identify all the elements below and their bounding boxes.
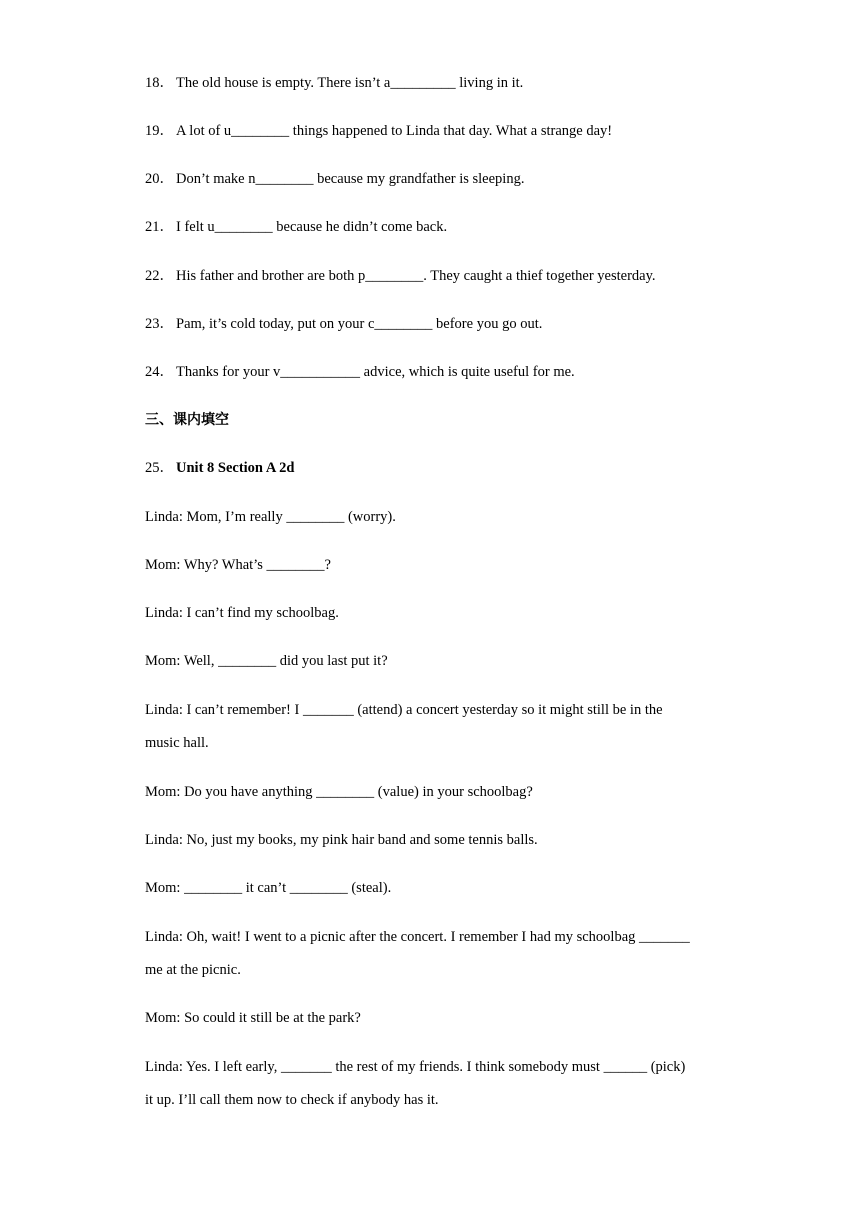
question-number: 23． (145, 316, 174, 332)
dialogue-line: Mom: Why? What’s ________? (145, 557, 331, 573)
dialogue-line: Mom: Well, ________ did you last put it? (145, 653, 388, 669)
question-20 (145, 169, 524, 189)
dialogue-line: Mom: So could it still be at the park? (145, 1010, 361, 1026)
question-title: Unit 8 Section A 2d (176, 460, 295, 476)
question-number: 22． (145, 268, 174, 284)
question-number: 19． (145, 123, 174, 139)
dialogue-line: Linda: Mom, I’m really ________ (worry). (145, 509, 396, 525)
question-25-title (145, 458, 294, 478)
question-23 (145, 314, 542, 334)
question-text: His father and brother are both p________. They caught a thief together yesterday. (176, 268, 656, 284)
dialogue-line: Linda: I can’t find my schoolbag. (145, 605, 339, 621)
question-number: 24． (145, 364, 174, 380)
question-number: 21． (145, 219, 174, 235)
question-19 (145, 121, 612, 141)
dialogue-line: Linda: Oh, wait! I went to a picnic after the concert. I remember I had my schoolbag _______ (145, 929, 690, 945)
dialogue-line: Mom: Do you have anything ________ (value) in your schoolbag? (145, 784, 533, 800)
question-number: 25． (145, 460, 174, 476)
question-text: Pam, it’s cold today, put on your c________ before you go out. (176, 316, 543, 332)
dialogue-line: me at the picnic. (145, 962, 241, 978)
question-text: The old house is empty. There isn’t a_________ living in it. (176, 75, 524, 91)
question-text: Thanks for your v___________ advice, which is quite useful for me. (176, 364, 575, 380)
section-heading: 三、课内填空 (145, 412, 229, 428)
question-number: 18． (145, 75, 174, 91)
question-text: A lot of u________ things happened to Linda that day. What a strange day! (176, 123, 613, 139)
dialogue-line: Linda: No, just my books, my pink hair band and some tennis balls. (145, 832, 538, 848)
dialogue-line: it up. I’ll call them now to check if anybody has it. (145, 1092, 439, 1108)
question-text: I felt u________ because he didn’t come back. (176, 219, 448, 235)
question-18 (145, 73, 523, 93)
dialogue-line: Linda: I can’t remember! I _______ (attend) a concert yesterday so it might still be in the (145, 702, 663, 718)
question-24 (145, 362, 575, 382)
dialogue-line: Linda: Yes. I left early, _______ the rest of my friends. I think somebody must ______ (pick) (145, 1059, 686, 1075)
question-22 (145, 266, 656, 286)
dialogue-line: music hall. (145, 735, 209, 751)
question-21 (145, 217, 447, 237)
question-number: 20． (145, 171, 174, 187)
dialogue-line: Mom: ________ it can’t ________ (steal). (145, 880, 392, 896)
question-text: Don’t make n________ because my grandfather is sleeping. (176, 171, 525, 187)
